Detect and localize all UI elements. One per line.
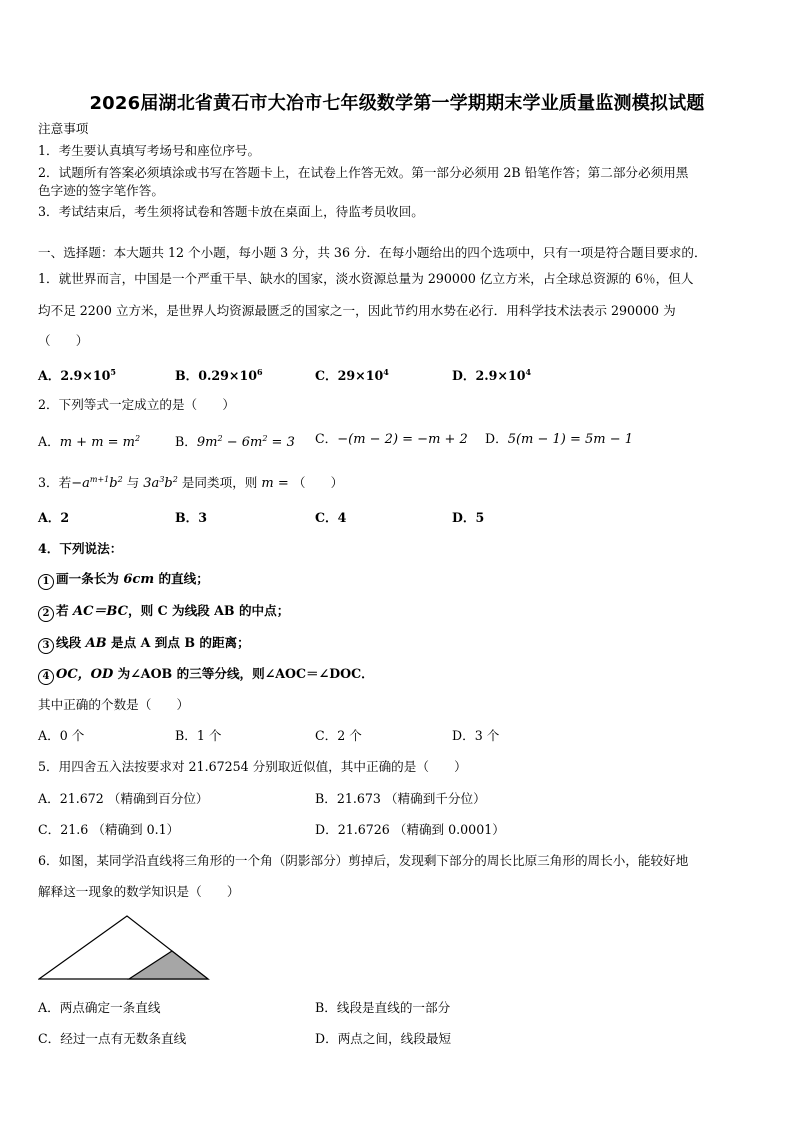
q6-stem: 6．如图，某同学沿直线将三角形的一个角（阴影部分）剪掉后，发现剩下部分的周长比原三角形的周长小，能较好地: [38, 853, 689, 868]
q1-stem: 1．就世界而言，中国是一个严重干旱、缺水的国家，淡水资源总量为 290000 亿立方米，占全球总资源的 6％，但人: [38, 271, 694, 286]
q4-stem: 4．下列说法：: [38, 541, 123, 556]
q5-stem: 5．用四舍五入法按要求对 21.67254 分别取近似值，其中正确的是（ ）: [38, 759, 467, 774]
q1-option-d: D．$2.9\times 10^4$: [452, 367, 532, 383]
circled-number: 3: [38, 638, 54, 654]
q3-stem: 3．若$-a^{m+1}b^2$ 与 $3a^3b^2$ 是同类项，则 m = （ ）: [38, 475, 344, 491]
q4-option-d: D．3 个: [452, 728, 500, 743]
q1-stem: 均不足 2200 立方米，是世界人均资源最匮乏的国家之一，因此节约用水势在必行．用科学技术法表示 290000 为: [38, 303, 676, 318]
q5-option-d: D．21.6726 （精确到 0.0001）: [315, 822, 505, 837]
q3-option-a: A．2: [38, 510, 70, 525]
notice-item: 色字迹的签字笔作答。: [38, 183, 164, 198]
q4-statement-1: 1 画一条长为 6cm 的直线；: [38, 571, 209, 590]
q4-option-c: C．2 个: [315, 728, 362, 743]
q4-question: 其中正确的个数是（ ）: [38, 697, 190, 712]
q1-stem: （ ）: [38, 333, 89, 348]
q2-option-a: A．$m + m = m^2$: [38, 434, 141, 450]
notice-item: 3．考试结束后，考生须将试卷和答题卡放在桌面上，待监考员收回。: [38, 204, 424, 219]
q5-option-c: C．21.6 （精确到 0.1）: [38, 822, 180, 837]
circled-number: 2: [38, 606, 54, 622]
q6-stem: 解释这一现象的数学知识是（ ）: [38, 884, 240, 899]
q3-option-b: B．3: [175, 510, 208, 525]
q4-statement-2: 2 若 AC＝BC，则 C 为线段 AB 的中点；: [38, 603, 289, 622]
q2-option-d: D．5(m − 1) = 5m − 1: [485, 431, 634, 447]
q6-option-c: C．经过一点有无数条直线: [38, 1031, 187, 1046]
q6-option-a: A．两点确定一条直线: [38, 1000, 161, 1015]
q6-option-b: B．线段是直线的一部分: [315, 1000, 451, 1015]
circled-number: 4: [38, 669, 54, 685]
q4-statement-4: 4 OC，OD 为∠AOB 的三等分线，则∠AOC＝∠DOC．: [38, 666, 374, 685]
q1-option-c: C．$29\times 10^4$: [315, 367, 389, 383]
q4-option-b: B．1 个: [175, 728, 222, 743]
circled-number: 1: [38, 574, 54, 590]
q5-option-a: A．21.672 （精确到百分位）: [38, 791, 209, 806]
section-heading: 一、选择题：本大题共 12 个小题，每小题 3 分，共 36 分．在每小题给出的四个选项中，只有一项是符合题目要求的．: [38, 245, 707, 260]
q2-option-c: C．−(m − 2) = −m + 2: [315, 431, 468, 447]
q3-option-d: D．5: [452, 510, 485, 525]
page-title: 2026届湖北省黄石市大冶市七年级数学第一学期期末学业质量监测模拟试题: [89, 93, 705, 114]
q6-option-d: D．两点之间，线段最短: [315, 1031, 452, 1046]
q2-option-b: B．$9m^2 - 6m^2 = 3$: [175, 434, 295, 450]
q1-option-b: B．$0.29\times 10^6$: [175, 367, 263, 383]
q2-stem: 2．下列等式一定成立的是（ ）: [38, 397, 235, 412]
q1-option-a: A．$2.9\times 10^5$: [38, 367, 116, 383]
triangle-figure: [38, 912, 213, 984]
q3-option-c: C．4: [315, 510, 347, 525]
q4-option-a: A．0 个: [38, 728, 85, 743]
q4-statement-3: 3 线段 AB 是点 A 到点 B 的距离；: [38, 635, 250, 654]
notice-heading: 注意事项: [38, 121, 89, 136]
notice-item: 2．试题所有答案必须填涂或书写在答题卡上，在试卷上作答无效。第一部分必须用 2B 铅笔作答；第二部分必须用黑: [38, 165, 689, 180]
notice-item: 1．考生要认真填写考场号和座位序号。: [38, 143, 261, 158]
q5-option-b: B．21.673 （精确到千分位）: [315, 791, 486, 806]
